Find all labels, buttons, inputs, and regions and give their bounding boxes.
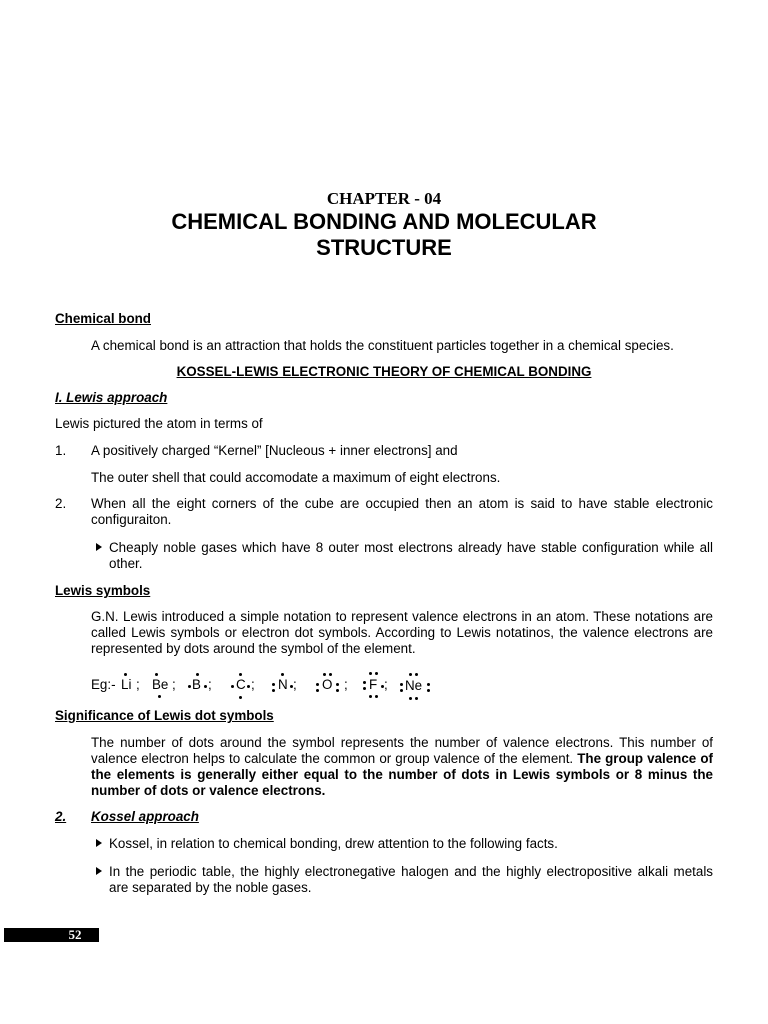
electron-dot — [272, 683, 275, 686]
lewis-approach-heading: I. Lewis approach — [55, 390, 168, 405]
electron-dot — [336, 689, 339, 692]
electron-dot — [400, 689, 403, 692]
electron-dot — [316, 683, 319, 686]
separator: ; — [344, 677, 348, 692]
bullet-arrow-icon — [96, 543, 102, 551]
lewis-symbol-n: N — [278, 677, 288, 692]
electron-dot — [188, 685, 191, 688]
theory-heading: KOSSEL-LEWIS ELECTRONIC THEORY OF CHEMICAL BONDING — [176, 364, 592, 379]
significance-heading: Significance of Lewis dot symbols — [55, 708, 274, 723]
item-1-text: A positively charged “Kernel” [Nucleous + inner electrons] and — [91, 443, 458, 458]
lewis-symbol-ne: Ne — [405, 678, 423, 693]
separator: ; — [172, 677, 176, 692]
electron-dot — [369, 695, 372, 698]
page-number: 52 — [68, 927, 82, 942]
chapter-title-line1: CHEMICAL BONDING AND MOLECULAR — [171, 209, 597, 234]
electron-dot — [369, 672, 372, 675]
electron-dot — [196, 673, 199, 676]
electron-dot — [329, 673, 332, 676]
lewis-symbol-c: C — [236, 677, 246, 692]
electron-dot — [239, 696, 242, 699]
lewis-symbol-o: O — [322, 677, 333, 692]
lewis-symbols-heading: Lewis symbols — [55, 583, 151, 598]
electron-dot — [409, 697, 412, 700]
electron-dot — [427, 689, 430, 692]
separator: ; — [208, 677, 212, 692]
separator: ; — [251, 677, 255, 692]
item-1-continuation: The outer shell that could accomodate a maximum of eight electrons. — [91, 470, 501, 485]
chapter-title — [0, 209, 768, 261]
lewis-approach-intro: Lewis pictured the atom in terms of — [55, 416, 263, 431]
significance-text — [91, 735, 713, 799]
electron-dot — [316, 689, 319, 692]
electron-dot — [155, 673, 158, 676]
chemical-bond-definition: A chemical bond is an attraction that holds the constituent particles together in a chemical species. — [91, 338, 674, 353]
electron-dot — [124, 673, 127, 676]
separator: ; — [136, 677, 140, 692]
electron-dot — [363, 681, 366, 684]
electron-dot — [400, 683, 403, 686]
electron-dot — [409, 673, 412, 676]
lewis-symbol-li: Li — [121, 677, 132, 692]
kossel-approach-heading: Kossel approach — [91, 809, 199, 824]
electron-dot — [272, 689, 275, 692]
electron-dot — [415, 673, 418, 676]
electron-dot — [231, 685, 234, 688]
electron-dot — [239, 673, 242, 676]
electron-dot — [415, 697, 418, 700]
electron-dot — [158, 695, 161, 698]
significance-text-normal: The number of dots around the symbol represents the number of valence electrons. This number of valence electron helps to calculate the common or group valence of the element. — [91, 735, 713, 766]
electron-dot — [336, 683, 339, 686]
bullet-arrow-icon — [96, 867, 102, 875]
kossel-number: 2. — [55, 809, 67, 824]
chemical-bond-heading: Chemical bond — [55, 311, 151, 326]
chapter-label: CHAPTER - 04 — [326, 189, 442, 208]
kossel-bullet-1: Kossel, in relation to chemical bonding, drew attention to the following facts. — [109, 836, 558, 851]
separator: ; — [293, 677, 297, 692]
significance-text-bold: The group valence of the elements is generally either equal to the number of dots in Lewis symbols or 8 minus the number of dots or valence electrons. — [91, 751, 713, 798]
electron-dot — [204, 685, 207, 688]
item-2-text: When all the eight corners of the cube are occupied then an atom is said to have stable electronic configuraiton. — [91, 496, 713, 527]
electron-dot — [323, 673, 326, 676]
separator: ; — [384, 677, 388, 692]
eg-label: Eg:- — [91, 677, 116, 692]
item-2-number: 2. — [55, 496, 67, 511]
lewis-symbols-text: G.N. Lewis introduced a simple notation to represent valence electrons in an atom. These notations are called Lewis symbols or electron dot symbols. According to Lewis notatinos, the valence electrons are represented by dots around the symbol of the element. — [91, 609, 713, 656]
electron-dot — [375, 695, 378, 698]
noble-gas-bullet: Cheaply noble gases which have 8 outer most electrons already have stable configuration while all other. — [109, 540, 713, 571]
lewis-symbol-f: F — [369, 677, 378, 692]
lewis-dot-examples — [0, 670, 768, 704]
lewis-symbol-be: Be — [152, 677, 169, 692]
bullet-arrow-icon — [96, 839, 102, 847]
kossel-bullet-2: In the periodic table, the highly electronegative halogen and the highly electropositive alkali metals are separated by the noble gases. — [109, 864, 713, 895]
electron-dot — [375, 672, 378, 675]
chapter-title-line2: STRUCTURE — [316, 235, 452, 260]
electron-dot — [281, 673, 284, 676]
electron-dot — [363, 687, 366, 690]
lewis-symbol-b: B — [192, 677, 201, 692]
item-1-number: 1. — [55, 443, 67, 458]
electron-dot — [247, 685, 250, 688]
electron-dot — [427, 683, 430, 686]
